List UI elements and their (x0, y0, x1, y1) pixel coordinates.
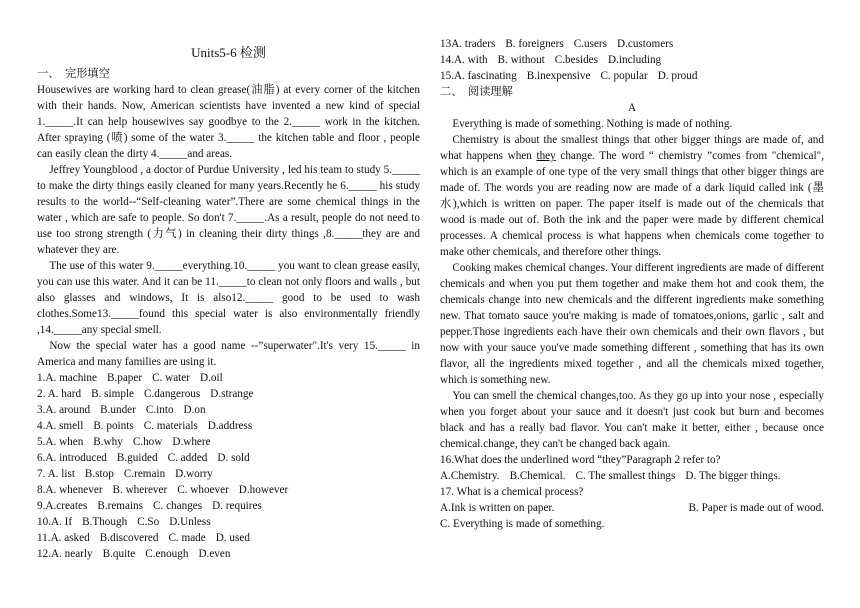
option-c: C.dangerous (144, 388, 201, 400)
option-row (37, 482, 420, 498)
option-c: C. changes (153, 500, 203, 512)
option-a: 9.A.creates (37, 500, 88, 512)
option-b: B.why (93, 436, 123, 448)
option-c: C. The smallest things (575, 470, 676, 482)
right-column (440, 0, 824, 532)
option-row (37, 514, 420, 530)
option-a: 14.A. with (440, 54, 488, 66)
option-b: B.remains (97, 500, 144, 512)
option-c: C. popular (600, 70, 648, 82)
question-17: 17. What is a chemical process? (440, 486, 584, 498)
page-title: Units5-6 检测 (191, 45, 266, 60)
option-b: B. foreigners (505, 38, 564, 50)
option-b: B.under (100, 404, 136, 416)
option-b: B.paper (106, 372, 143, 384)
option-row (440, 68, 824, 84)
option-a: 2. A. hard (37, 388, 82, 400)
option-row (37, 434, 420, 450)
option-a: 10.A. If (37, 516, 73, 528)
option-c: C.besides (554, 54, 598, 66)
question-16: 16.What does the underlined word “they”Paragraph 2 refer to? (440, 454, 721, 466)
option-row (37, 386, 420, 402)
option-d: D. requires (212, 500, 262, 512)
option-row (37, 402, 420, 418)
option-row (37, 370, 420, 386)
option-b: B.guided (116, 452, 158, 464)
option-a: 7. A. list (37, 468, 75, 480)
option-c: C. water (152, 372, 190, 384)
cloze-options-list (37, 370, 420, 562)
option-row (37, 450, 420, 466)
option-d: D.even (198, 548, 231, 560)
option-d: D. The bigger things. (685, 470, 781, 482)
underlined-word: they (536, 150, 556, 162)
passage-label: A (627, 102, 637, 114)
option-c: C. materials (143, 420, 198, 432)
option-b: B.stop (84, 468, 114, 480)
option-row (37, 546, 420, 562)
option-b: B.inexpensive (526, 70, 591, 82)
option-b: B.quite (102, 548, 136, 560)
cloze-paragraph-1: Housewives are working hard to clean grease(油脂) at every corner of the kitchen with their hands. Now, American scientists have invented a new kind of special 1._____.It can help housewives say goodbye to the 2._____ work in the kitchen. After spraying (喷) some of the water 3._____ the kitchen table and floor , people can easily clean the dirty 4._____and areas. (37, 84, 420, 160)
section-title: 阅读理解 (468, 86, 513, 98)
option-b: B.Though (82, 516, 128, 528)
option-c: C.So (137, 516, 160, 528)
option-d: D.customers (617, 38, 674, 50)
option-c: C.enough (145, 548, 189, 560)
option-b: B. without (497, 54, 545, 66)
option-a: 5.A. when (37, 436, 84, 448)
option-d: D.on (183, 404, 206, 416)
option-d: D.where (172, 436, 211, 448)
reading-paragraph-3: Cooking makes chemical changes. Your different ingredients are made of different chemicals and when you put them together and make them hot and cook them, the chemicals change into new chemicals and the different ingredients make something new. That tomato sauce you're making is made of tomatoes,onions, garlic , salt and pepper.Those ingredients each have their own chemicals and their own flavors , but now with your sauce you've made something different , something that has its own flavor, all the ingredients mixed together , and all the chemicals mixed together, which is something new. (440, 262, 824, 386)
question-16-options (440, 468, 824, 484)
option-a: 12.A. nearly (37, 548, 93, 560)
left-column (37, 0, 420, 562)
option-row (37, 418, 420, 434)
option-c: C. made (168, 532, 206, 544)
option-row (440, 36, 824, 52)
option-c: C. added (167, 452, 208, 464)
option-d: D. sold (217, 452, 250, 464)
option-c: C.users (573, 38, 607, 50)
cloze-paragraph-2: Jeffrey Youngblood , a doctor of Purdue University , led his team to study 5._____ to make the dirty things easily cleaned for many years.Recently he 6._____ his study results to the world--“Self-cleaning water”.There are some chemical things in the water , which are safe to people. So don't 7._____.As a result, people do not need to use too strong strength (力气) in cleaning their dirty things ,8._____they are and whatever they are. (37, 164, 420, 256)
section-reading-heading (440, 84, 824, 100)
option-d: D.however (238, 484, 289, 496)
cloze-paragraph-3: The use of this water 9._____everything.10._____ you want to clean grease easily, you can use this water. And it can be 11._____to clean not only floors and walls , but also glasses and windows, It is also12._____ good to be used to wash clothes.Some13._____found this special water is also environmentally friendly ,14._____any special smell. (37, 260, 420, 336)
section-title: 完形填空 (65, 68, 110, 80)
option-d: D. proud (657, 70, 698, 82)
option-a: A.Chemistry. (440, 470, 500, 482)
option-a: 15.A. fascinating (440, 70, 517, 82)
option-a: 1.A. machine (37, 372, 97, 384)
section-number: 一、 (37, 68, 60, 80)
option-d: D. used (215, 532, 250, 544)
option-b: B. simple (91, 388, 135, 400)
option-b: B. Paper is made out of wood. (688, 502, 824, 514)
section-cloze-heading (37, 66, 420, 82)
option-a: 11.A. asked (37, 532, 90, 544)
option-d: D.address (207, 420, 253, 432)
reading-paragraph-4: You can smell the chemical changes,too. As they go up into your nose , especially when you forget about your sauce and it doesn't just cook but burn and becomes black and has a really bad flavor. You can't make it better, either , because once chemical.change, they can't be changed back again. (440, 390, 824, 450)
option-row (37, 530, 420, 546)
option-a: 13A. traders (440, 38, 496, 50)
option-d: D.strange (210, 388, 254, 400)
option-row (37, 466, 420, 482)
question-17-options-ab (440, 500, 824, 516)
cloze-options-continued (440, 36, 824, 84)
option-d: D.worry (175, 468, 213, 480)
option-row (440, 52, 824, 68)
option-a: 3.A. around (37, 404, 91, 416)
option-b: B. wherever (112, 484, 168, 496)
option-a: 6.A. introduced (37, 452, 107, 464)
option-c: C.how (132, 436, 163, 448)
cloze-paragraph-4: Now the special water has a good name --”superwater".It's very 15._____ in America and many families are using it. (37, 340, 420, 368)
option-a: 4.A. smell (37, 420, 84, 432)
reading-paragraph-1: Everything is made of something. Nothing is made of nothing. (452, 118, 733, 130)
option-d: D.Unless (169, 516, 211, 528)
section-number: 二、 (440, 86, 463, 98)
option-c: C. whoever (177, 484, 229, 496)
option-c: C. Everything is made of something. (440, 518, 605, 530)
option-c: C.into (145, 404, 174, 416)
option-a: A.Ink is written on paper. (440, 502, 555, 514)
option-d: D.including (608, 54, 662, 66)
option-b: B.discovered (99, 532, 159, 544)
option-b: B.Chemical. (509, 470, 566, 482)
option-c: C.remain (123, 468, 166, 480)
option-b: B. points (93, 420, 134, 432)
reading-paragraph-2: Chemistry is about the smallest things that other bigger things are made of, and what happens when they change. The word “ chemistry ”comes from "chemical", which is an example of one type of the very small things that other bigger things are made of. The words you are reading now are made of a dark liquid called ink (墨水),which is written on paper. The paper itself is made out of the chemicals that wood is made out of. Both the ink and the paper were made by different chemical processes. A chemical process is what happens when chemicals come together to make other chemicals, and therefore other things. (440, 134, 824, 258)
option-row (37, 498, 420, 514)
option-a: 8.A. whenever (37, 484, 103, 496)
option-d: D.oil (199, 372, 223, 384)
